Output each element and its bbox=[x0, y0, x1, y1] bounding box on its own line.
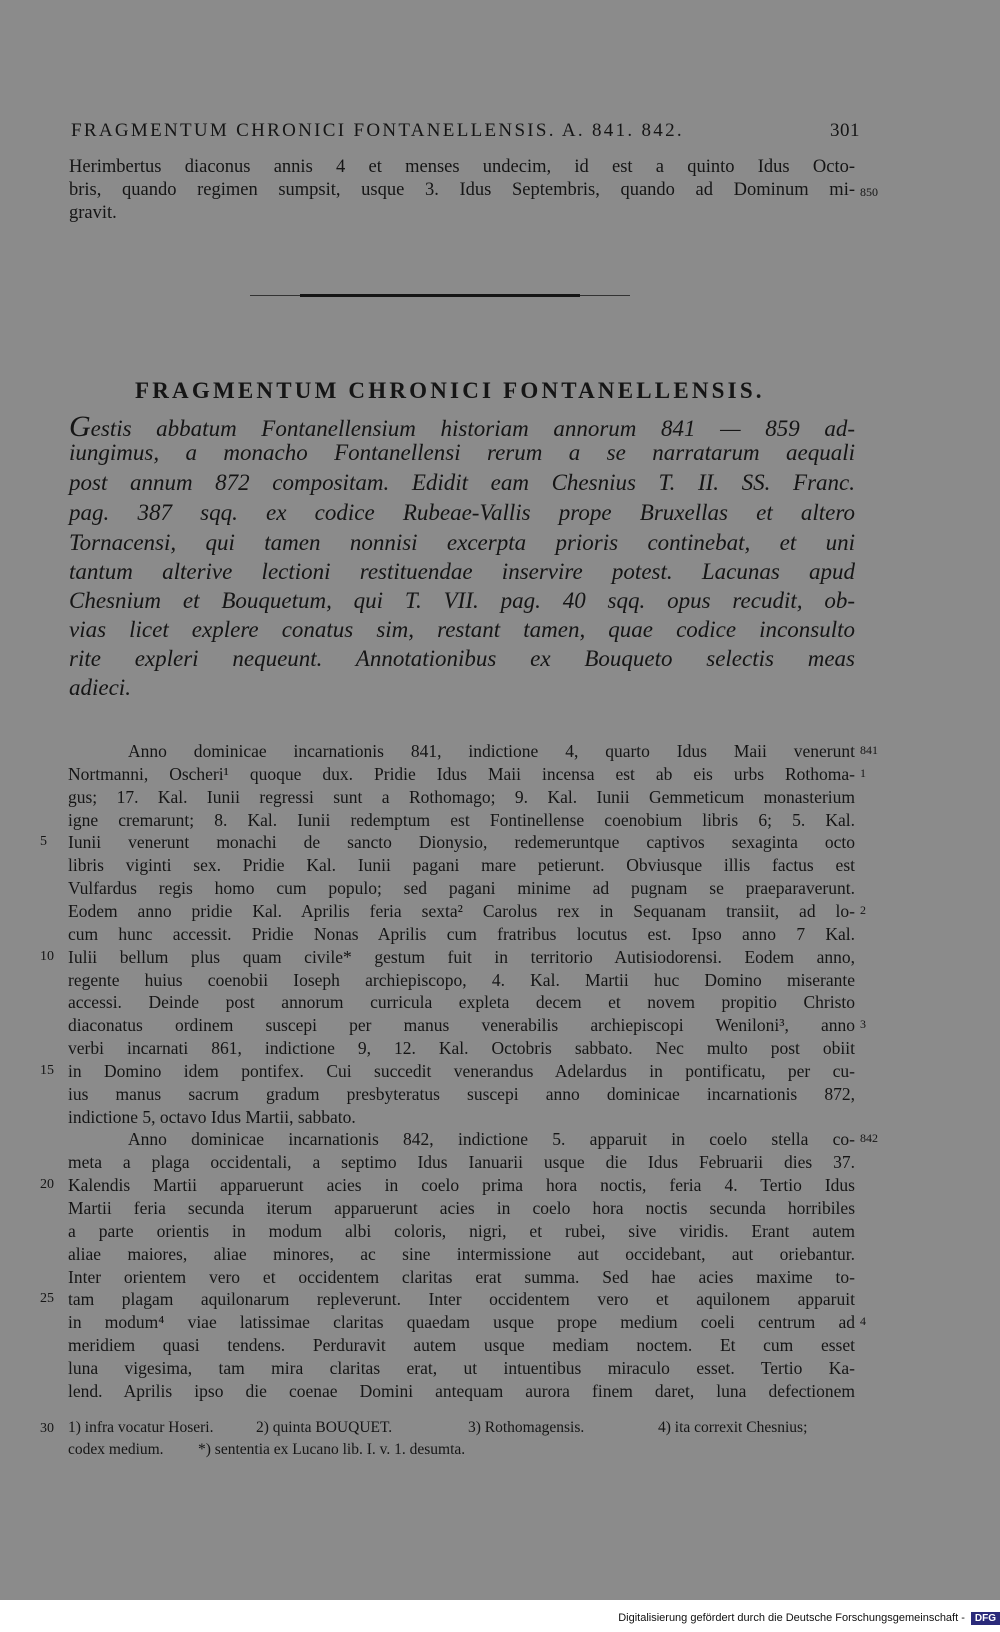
text-line: igne cremarunt; 8. Kal. Iunii redemptum est Fontinellense coenobium libris 6; 5. Kal. bbox=[68, 810, 855, 830]
text-line: Nortmanni, Oscheri¹ quoque dux. Pridie Idus Maii incensa est ab eis urbs Rothoma- bbox=[68, 764, 855, 784]
margin-note: 4 bbox=[860, 1314, 866, 1328]
text-line: lend. Aprilis ipso die coenae Domini antequam aurora finem daret, luna defectionem bbox=[68, 1381, 855, 1401]
footnote-line bbox=[68, 1441, 855, 1462]
intro-line: post annum 872 compositam. Edidit eam Chesnius T. II. SS. Franc. bbox=[69, 470, 855, 495]
text-line: aliae maiores, aliae minores, ac sine intermissione aut occidebant, aut oriebantur. bbox=[68, 1244, 855, 1264]
text-line: diaconatus ordinem suscepi per manus venerabilis archiepiscopi Weniloni³, anno bbox=[68, 1015, 855, 1035]
margin-note: 841 bbox=[860, 743, 878, 757]
running-head-title: FRAGMENTUM CHRONICI FONTANELLENSIS. A. 841. 842. bbox=[71, 120, 684, 141]
intro-line bbox=[69, 410, 855, 443]
text-line: tam plagam aquilonarum repleverunt. Inter occidentem vero et aquilonem apparuit bbox=[68, 1289, 855, 1309]
footnote-2: 2) quinta BOUQUET. bbox=[256, 1419, 393, 1436]
text-line: ius manus sacrum gradum presbyteratus suscepi anno dominicae incarnationis 872, bbox=[68, 1084, 855, 1104]
digitization-credit bbox=[618, 1608, 1000, 1628]
footnote-1: 1) infra vocatur Hoseri. bbox=[68, 1419, 214, 1436]
text-line: Iulii bellum plus quam civile* gestum fuit in territorio Autisiodorensi. Eodem anno, bbox=[68, 947, 855, 967]
text-line: in modum⁴ viae latissimae claritas quaedam usque prope medium coeli centrum ad bbox=[68, 1312, 855, 1332]
intro-line-text: estis abbatum Fontanellensium historiam annorum 841 — 859 ad- bbox=[90, 416, 855, 441]
text-line: meridiem quasi tendens. Perduravit autem usque mediam noctem. Et cum esset bbox=[68, 1335, 855, 1355]
intro-line: rite expleri nequeunt. Annotationibus ex Bouqueto selectis meas bbox=[69, 646, 855, 671]
line-number: 25 bbox=[40, 1291, 54, 1306]
divider-thick bbox=[300, 294, 580, 297]
intro-line: Chesnium et Bouquetum, qui T. VII. pag. 40 sqq. opus recudit, ob- bbox=[69, 588, 855, 613]
margin-note: 3 bbox=[860, 1017, 866, 1031]
footnote-star: *) sententia ex Lucano lib. I. v. 1. desumta. bbox=[198, 1441, 466, 1458]
text-line: a parte orientis in modum albi coloris, nigri, et rubei, sive viridis. Erant autem bbox=[68, 1221, 855, 1241]
line-number: 10 bbox=[40, 949, 54, 964]
intro-line: iungimus, a monacho Fontanellensi rerum a se narratarum aequali bbox=[69, 440, 855, 465]
line-number: 5 bbox=[40, 834, 47, 849]
prev-text-line: Herimbertus diaconus annis 4 et menses undecim, id est a quinto Idus Octo- bbox=[69, 157, 855, 177]
intro-line: adieci. bbox=[69, 675, 131, 700]
section-title: FRAGMENTUM CHRONICI FONTANELLENSIS. bbox=[135, 378, 765, 403]
line-number: 15 bbox=[40, 1063, 54, 1078]
text-line: Anno dominicae incarnationis 842, indictione 5. apparuit in coelo stella co- bbox=[128, 1129, 855, 1149]
intro-line: Tornacensi, qui tamen nonnisi excerpta prioris continebat, et uni bbox=[69, 530, 855, 555]
text-line: regente huius coenobii Ioseph archiepiscopo, 4. Kal. Martii huc Domino miserante bbox=[68, 970, 855, 990]
footnote-4: 4) ita correxit Chesnius; bbox=[658, 1419, 808, 1436]
running-head bbox=[71, 120, 860, 144]
margin-note: 1 bbox=[860, 766, 866, 780]
text-line: accessi. Deinde post annorum curricula expleta decem et novem propitio Christo bbox=[68, 992, 855, 1012]
text-line: Vulfardus regis homo cum populo; sed pagani minime ad pugnam se praeparaverunt. bbox=[68, 878, 855, 898]
text-line: Eodem anno pridie Kal. Aprilis feria sexta² Carolus rex in Sequanam transiit, ad lo- bbox=[68, 901, 855, 921]
line-number: 30 bbox=[40, 1421, 54, 1436]
credit-text: Digitalisierung gefördert durch die Deutsche Forschungsgemeinschaft - bbox=[618, 1612, 965, 1624]
intro-line: vias licet explere conatus sim, restant tamen, quae codice inconsulto bbox=[69, 617, 855, 642]
intro-line: tantum alterive lectioni restituendae inservire potest. Lacunas apud bbox=[69, 559, 855, 584]
margin-year: 850 bbox=[860, 185, 878, 199]
initial-letter: G bbox=[69, 410, 91, 443]
margin-note: 842 bbox=[860, 1131, 878, 1145]
text-line: gus; 17. Kal. Iunii regressi sunt a Rothomago; 9. Kal. Iunii Gemmeticum monasterium bbox=[68, 787, 855, 807]
text-line: cum hunc accessit. Pridie Nonas Aprilis cum fratribus locutus est. Ipso anno 7 Kal. bbox=[68, 924, 855, 944]
footnote-3: 3) Rothomagensis. bbox=[468, 1419, 585, 1436]
text-line: meta a plaga occidentali, a septimo Idus Ianuarii usque die Idus Februarii dies 37. bbox=[68, 1152, 855, 1172]
intro-line: pag. 387 sqq. ex codice Rubeae-Vallis prope Bruxellas et altero bbox=[69, 500, 855, 525]
text-line: Martii feria secunda iterum apparuerunt acies in coelo hora noctis secunda horribiles bbox=[68, 1198, 855, 1218]
text-line: luna vigesima, tam mira claritas erat, ut intuentibus miraculo esset. Tertio Ka- bbox=[68, 1358, 855, 1378]
text-line: Inter orientem vero et occidentem claritas erat summa. Sed hae acies maxime to- bbox=[68, 1267, 855, 1287]
margin-note: 2 bbox=[860, 903, 866, 917]
dfg-logo: DFG bbox=[971, 1612, 1000, 1625]
text-line: Iunii venerunt monachi de sancto Dionysio, redemeruntque captivos sexaginta octo bbox=[68, 832, 855, 852]
text-line: Kalendis Martii apparuerunt acies in coelo prima hora noctis, feria 4. Tertio Idus bbox=[68, 1175, 855, 1195]
section-divider bbox=[240, 294, 660, 297]
prev-text-line: gravit. bbox=[69, 203, 117, 223]
text-line: in Domino idem pontifex. Cui succedit venerandus Adelardus in pontificatu, per cu- bbox=[68, 1061, 855, 1081]
text-line: indictione 5, octavo Idus Martii, sabbato. bbox=[68, 1107, 356, 1127]
prev-text-line: bris, quando regimen sumpsit, usque 3. Idus Septembris, quando ad Dominum mi- bbox=[69, 180, 855, 200]
text-line: Anno dominicae incarnationis 841, indictione 4, quarto Idus Maii venerunt bbox=[128, 741, 855, 761]
line-number: 20 bbox=[40, 1177, 54, 1192]
text-line: verbi incarnati 861, indictione 9, 12. Kal. Octobris sabbato. Nec multo post obiit bbox=[68, 1038, 855, 1058]
footnote-4-cont: codex medium. bbox=[68, 1441, 164, 1458]
footnote-line bbox=[68, 1419, 855, 1440]
text-line: libris viginti sex. Pridie Kal. Iunii pagani mare petierunt. Obviusque illis factus est bbox=[68, 855, 855, 875]
page-number: 301 bbox=[830, 120, 860, 141]
